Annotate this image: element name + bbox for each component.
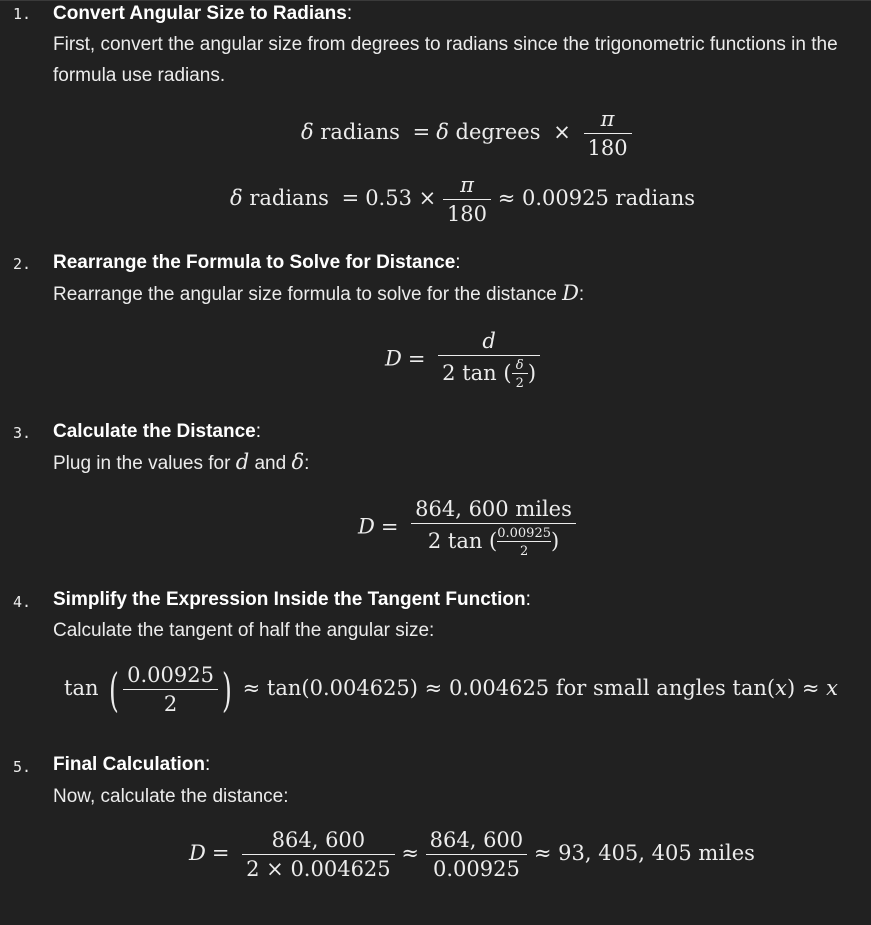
step-number-4: 4. — [13, 593, 32, 611]
step-number-5: 5. — [13, 758, 32, 776]
step-text-3: Plug in the values for d and δ: — [53, 450, 310, 474]
step-text-1: First, convert the angular size from degrees to radians since the trigonometric functions in the formula use radians. — [53, 34, 838, 86]
equation-radians-definition: δ radians = δ degrees × $\frac{\pi}{180}$ — [301, 108, 632, 159]
equation-tangent-approximation: tan ( $\frac{0.00925}{2}$ ) ≈ tan(0.004625) ≈ 0.004625 for small angles tan(x) ≈ x — [64, 662, 838, 717]
top-divider — [0, 0, 871, 1]
step-title-3: Calculate the Distance: — [53, 421, 262, 442]
step-text-2: Rearrange the angular size formula to solve for the distance D: — [53, 281, 585, 305]
step-title-1: Convert Angular Size to Radians: — [53, 3, 353, 24]
step-title-4: Simplify the Expression Inside the Tangent Function: — [53, 589, 531, 610]
equation-distance-substituted: D = 864, 600 miles 2 tan ( $\frac{0.00925}{2}$ ) — [358, 498, 576, 558]
equation-radians-value: δ radians = 0.53 × $\frac{\pi}{180}$ ≈ 0.00925 radians — [230, 173, 696, 227]
step-number-2: 2. — [13, 255, 32, 273]
step-number-3: 3. — [13, 424, 32, 442]
step-title-2: Rearrange the Formula to Solve for Distance: — [53, 252, 461, 273]
step-number-1: 1. — [13, 5, 32, 23]
equation-distance-formula: D = d 2 tan ( $\frac{\delta}{2}$ ) — [385, 330, 540, 390]
step-title-5: Final Calculation: — [53, 754, 211, 775]
step-text-4: Calculate the tangent of half the angular size: — [53, 620, 435, 641]
equation-final-distance: D = $\frac{864, 600}{2 \times 0.004625}$ ≈ $\frac{864, 600}{0.00925}$ ≈ 93, 405, 405 miles — [189, 828, 755, 882]
step-text-5: Now, calculate the distance: — [53, 786, 289, 807]
